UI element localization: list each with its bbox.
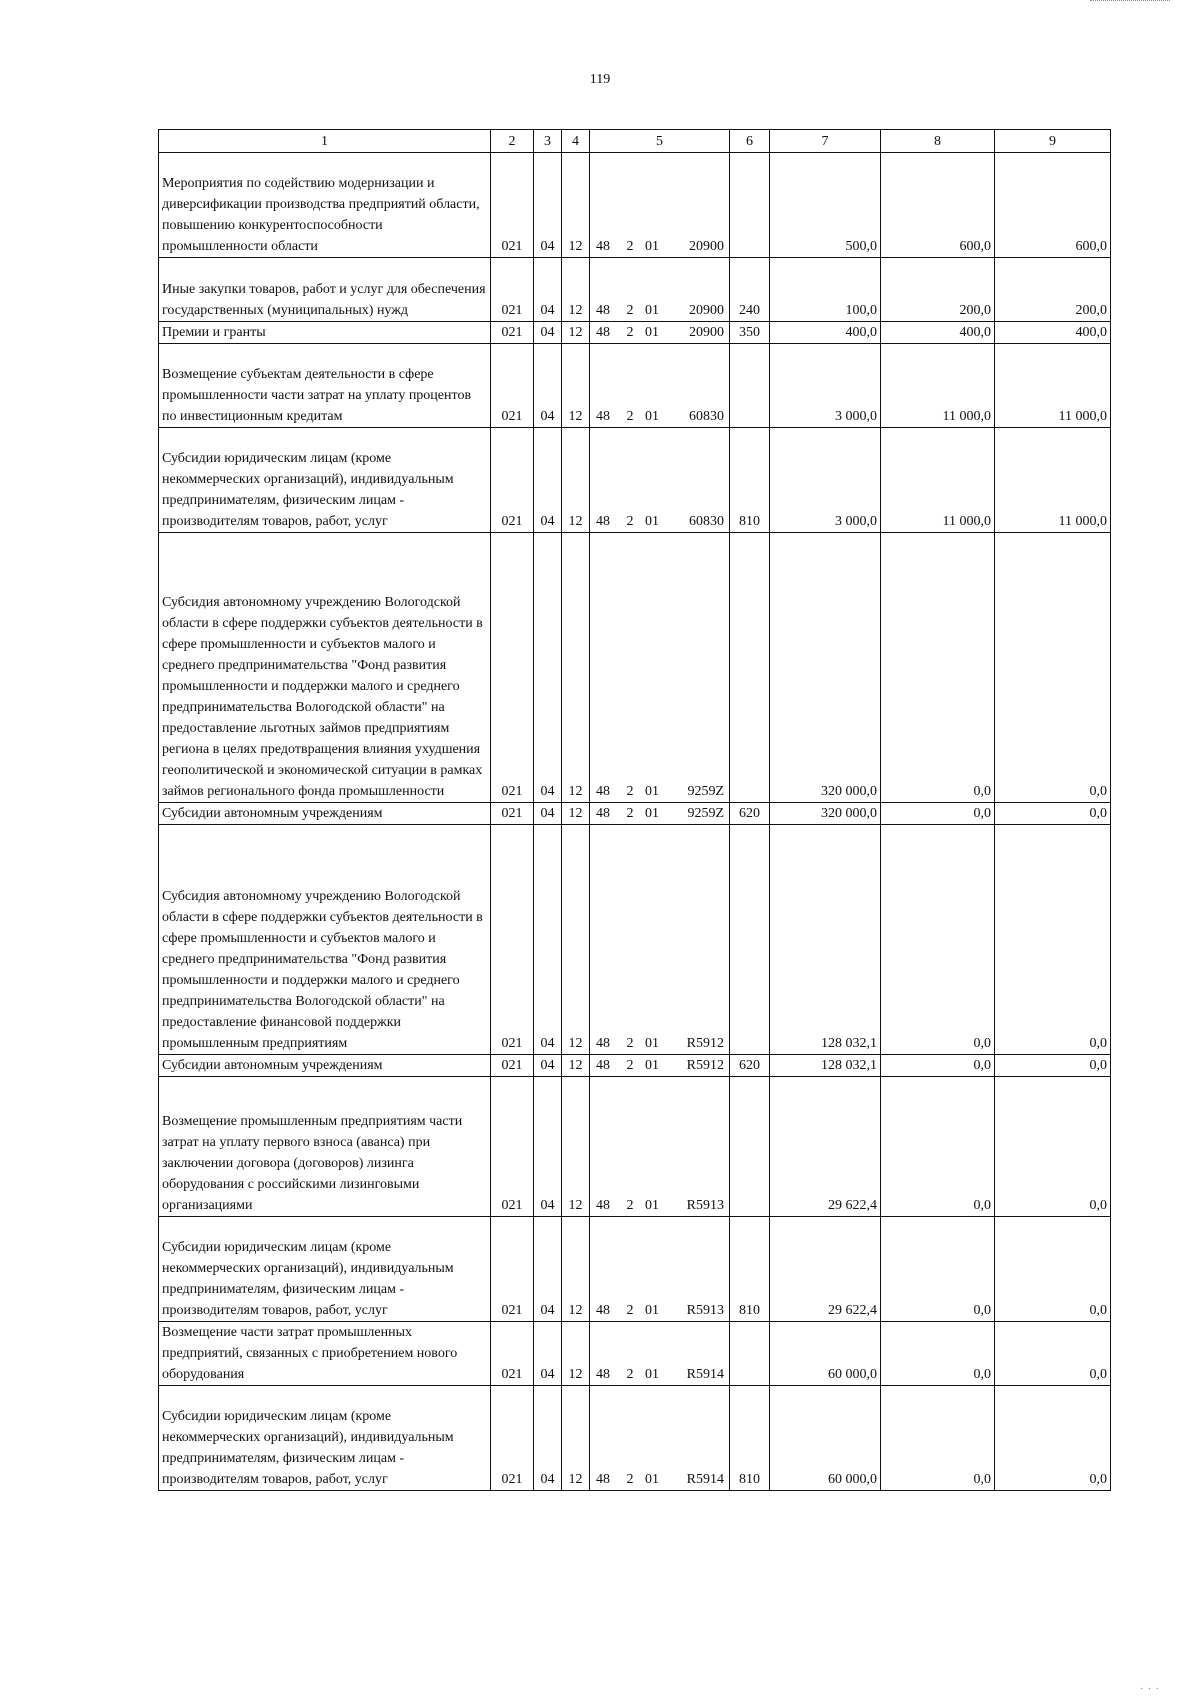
cell-col2: 021 [491,1217,534,1322]
cell-col7: 60 000,0 [770,1386,881,1491]
code-part-direction: 9259Z [687,806,724,821]
code-part-program: 48 [596,1198,610,1213]
cell-col8: 0,0 [881,1322,995,1386]
cell-col8: 0,0 [881,533,995,803]
cell-col5 [590,1217,730,1322]
code-part-subprogram: 2 [626,1036,634,1051]
code-part-subprogram: 2 [626,1367,634,1382]
code-part-subprogram: 2 [626,1303,634,1318]
cell-col5 [590,258,730,322]
column-header: 5 [590,130,730,153]
cell-col9: 0,0 [995,533,1111,803]
table-row [159,1322,1111,1386]
code-part-direction: R5912 [686,1058,724,1073]
code-part-direction: R5913 [686,1198,724,1213]
code-part-direction: 20900 [689,303,724,318]
cell-col7: 60 000,0 [770,1322,881,1386]
code-part-direction: R5914 [686,1367,724,1382]
cell-col5 [590,344,730,428]
column-header: 4 [562,130,590,153]
code-part-program: 48 [596,784,610,799]
code-part-program: 48 [596,1367,610,1382]
code-part-subprogram: 2 [626,514,634,529]
cell-col7: 400,0 [770,322,881,344]
cell-col9: 0,0 [995,1217,1111,1322]
cell-col6: 350 [730,322,770,344]
code-part-event: 01 [645,1303,659,1318]
cell-col9: 200,0 [995,258,1111,322]
code-part-subprogram: 2 [626,806,634,821]
table-row [159,428,1111,533]
column-header: 3 [534,130,562,153]
code-part-direction: 60830 [689,409,724,424]
table-row [159,533,1111,803]
cell-col4: 12 [562,825,590,1055]
column-header: 1 [159,130,491,153]
cell-col5 [590,1322,730,1386]
cell-col9: 400,0 [995,322,1111,344]
cell-col4: 12 [562,1217,590,1322]
cell-col6: 810 [730,428,770,533]
cell-col4: 12 [562,153,590,258]
code-part-event: 01 [645,1367,659,1382]
row-name: Субсидии автономным учреждениям [159,1055,491,1077]
cell-col3: 04 [534,1322,562,1386]
cell-col8: 11 000,0 [881,428,995,533]
cell-col4: 12 [562,1386,590,1491]
row-name: Возмещение части затрат промышленных предприятий, связанных с приобретением нового оборудования [159,1322,491,1386]
table-row [159,1217,1111,1322]
cell-col7: 29 622,4 [770,1217,881,1322]
table-row [159,344,1111,428]
cell-col3: 04 [534,1077,562,1217]
cell-col2: 021 [491,1055,534,1077]
cell-col2: 021 [491,1386,534,1491]
code-part-event: 01 [645,1036,659,1051]
cell-col2: 021 [491,322,534,344]
code-part-direction: 9259Z [687,784,724,799]
row-name: Субсидия автономному учреждению Вологодской области в сфере поддержки субъектов деятельности в сфере промышленности и субъектов малого и среднего предпринимательства "Фонд развития промышленности и поддержки малого и среднего предпринимательства Вологодской области" на предоставление финансовой поддержки промышленным предприятиям [159,825,491,1055]
code-part-subprogram: 2 [626,1198,634,1213]
cell-col7: 128 032,1 [770,1055,881,1077]
cell-col2: 021 [491,344,534,428]
cell-col8: 0,0 [881,1217,995,1322]
cell-col7: 3 000,0 [770,344,881,428]
code-part-event: 01 [645,514,659,529]
cell-col6 [730,1077,770,1217]
table-header-row [159,130,1111,153]
cell-col2: 021 [491,153,534,258]
column-header: 7 [770,130,881,153]
table-row [159,1055,1111,1077]
cell-col7: 128 032,1 [770,825,881,1055]
code-part-event: 01 [645,325,659,340]
code-part-program: 48 [596,325,610,340]
page-number: 119 [589,72,611,87]
code-part-subprogram: 2 [626,1058,634,1073]
code-part-subprogram: 2 [626,303,634,318]
code-part-direction: R5914 [686,1472,724,1487]
cell-col9: 0,0 [995,1055,1111,1077]
cell-col9: 0,0 [995,803,1111,825]
cell-col3: 04 [534,322,562,344]
code-part-event: 01 [645,1198,659,1213]
cell-col6 [730,825,770,1055]
cell-col2: 021 [491,825,534,1055]
row-name: Премии и гранты [159,322,491,344]
code-part-subprogram: 2 [626,325,634,340]
code-part-event: 01 [645,1472,659,1487]
cell-col6: 810 [730,1217,770,1322]
cell-col5 [590,825,730,1055]
cell-col9: 11 000,0 [995,344,1111,428]
cell-col4: 12 [562,428,590,533]
code-part-event: 01 [645,239,659,254]
row-name: Субсидии автономным учреждениям [159,803,491,825]
cell-col2: 021 [491,803,534,825]
cell-col8: 11 000,0 [881,344,995,428]
row-name: Субсидия автономному учреждению Вологодской области в сфере поддержки субъектов деятельности в сфере промышленности и субъектов малого и среднего предпринимательства "Фонд развития промышленности и поддержки малого и среднего предпринимательства Вологодской области" на предоставление льготных займов предприятиям региона в целях предотвращения влияния ухудшения геополитической и экономической ситуации в рамках займов регионального фонда промышленности [159,533,491,803]
cell-col8: 0,0 [881,803,995,825]
code-part-subprogram: 2 [626,409,634,424]
cell-col9: 0,0 [995,1322,1111,1386]
code-part-event: 01 [645,784,659,799]
code-part-program: 48 [596,409,610,424]
cell-col4: 12 [562,258,590,322]
code-part-direction: 60830 [689,514,724,529]
code-part-direction: R5913 [686,1303,724,1318]
cell-col4: 12 [562,1055,590,1077]
cell-col9: 11 000,0 [995,428,1111,533]
column-header: 6 [730,130,770,153]
row-name: Возмещение субъектам деятельности в сфере промышленности части затрат на уплату процентов по инвестиционным кредитам [159,344,491,428]
code-part-event: 01 [645,806,659,821]
cell-col4: 12 [562,803,590,825]
cell-col2: 021 [491,428,534,533]
cell-col6: 620 [730,803,770,825]
column-header: 9 [995,130,1111,153]
cell-col3: 04 [534,344,562,428]
cell-col4: 12 [562,322,590,344]
cell-col4: 12 [562,344,590,428]
cell-col9: 0,0 [995,1386,1111,1491]
code-part-subprogram: 2 [626,239,634,254]
table-row [159,322,1111,344]
cell-col7: 29 622,4 [770,1077,881,1217]
cell-col9: 600,0 [995,153,1111,258]
column-header: 2 [491,130,534,153]
table-row [159,803,1111,825]
cell-col3: 04 [534,1386,562,1491]
cell-col6: 620 [730,1055,770,1077]
table-row [159,1386,1111,1491]
table-row [159,258,1111,322]
cell-col3: 04 [534,803,562,825]
cell-col5 [590,153,730,258]
code-part-program: 48 [596,1472,610,1487]
cell-col7: 320 000,0 [770,533,881,803]
cell-col3: 04 [534,533,562,803]
column-header: 8 [881,130,995,153]
cell-col7: 320 000,0 [770,803,881,825]
cell-col2: 021 [491,533,534,803]
code-part-program: 48 [596,1058,610,1073]
cell-col5 [590,428,730,533]
cell-col5 [590,1077,730,1217]
cell-col3: 04 [534,258,562,322]
scan-corner-mark [1090,0,1170,5]
code-part-program: 48 [596,1303,610,1318]
code-part-event: 01 [645,303,659,318]
cell-col6 [730,533,770,803]
code-part-direction: 20900 [689,239,724,254]
cell-col3: 04 [534,825,562,1055]
row-name: Возмещение промышленным предприятиям части затрат на уплату первого взноса (аванса) при заключении договора (договоров) лизинга оборудования с российскими лизинговыми организациями [159,1077,491,1217]
code-part-event: 01 [645,409,659,424]
row-name: Иные закупки товаров, работ и услуг для обеспечения государственных (муниципальных) нужд [159,258,491,322]
code-part-program: 48 [596,303,610,318]
cell-col5 [590,1055,730,1077]
budget-table [158,129,1111,1491]
cell-col8: 0,0 [881,825,995,1055]
cell-col4: 12 [562,1077,590,1217]
code-part-program: 48 [596,806,610,821]
cell-col8: 0,0 [881,1055,995,1077]
cell-col8: 0,0 [881,1386,995,1491]
cell-col8: 600,0 [881,153,995,258]
cell-col2: 021 [491,258,534,322]
cell-col8: 0,0 [881,1077,995,1217]
cell-col6 [730,344,770,428]
cell-col2: 021 [491,1077,534,1217]
row-name: Субсидии юридическим лицам (кроме некоммерческих организаций), индивидуальным предпринимателям, физическим лицам - производителям товаров, работ, услуг [159,1217,491,1322]
code-part-program: 48 [596,239,610,254]
cell-col6 [730,1322,770,1386]
cell-col5 [590,322,730,344]
cell-col3: 04 [534,1217,562,1322]
cell-col5 [590,803,730,825]
row-name: Субсидии юридическим лицам (кроме некоммерческих организаций), индивидуальным предпринимателям, физическим лицам - производителям товаров, работ, услуг [159,1386,491,1491]
cell-col3: 04 [534,1055,562,1077]
cell-col7: 500,0 [770,153,881,258]
row-name: Субсидии юридическим лицам (кроме некоммерческих организаций), индивидуальным предпринимателям, физическим лицам - производителям товаров, работ, услуг [159,428,491,533]
cell-col6: 810 [730,1386,770,1491]
code-part-direction: 20900 [689,325,724,340]
cell-col5 [590,1386,730,1491]
row-name: Мероприятия по содействию модернизации и диверсификации производства предприятий области, повышению конкурентоспособности промышленности области [159,153,491,258]
cell-col6 [730,153,770,258]
cell-col3: 04 [534,428,562,533]
cell-col2: 021 [491,1322,534,1386]
code-part-subprogram: 2 [626,1472,634,1487]
table-row [159,1077,1111,1217]
cell-col9: 0,0 [995,825,1111,1055]
code-part-program: 48 [596,1036,610,1051]
cell-col8: 200,0 [881,258,995,322]
code-part-subprogram: 2 [626,784,634,799]
cell-col7: 3 000,0 [770,428,881,533]
code-part-direction: R5912 [686,1036,724,1051]
code-part-event: 01 [645,1058,659,1073]
cell-col3: 04 [534,153,562,258]
cell-col6: 240 [730,258,770,322]
cell-col4: 12 [562,1322,590,1386]
scan-bottom-mark: · · · [1140,1684,1160,1695]
cell-col4: 12 [562,533,590,803]
cell-col5 [590,533,730,803]
table-row [159,825,1111,1055]
code-part-program: 48 [596,514,610,529]
table-row [159,153,1111,258]
cell-col8: 400,0 [881,322,995,344]
cell-col7: 100,0 [770,258,881,322]
cell-col9: 0,0 [995,1077,1111,1217]
